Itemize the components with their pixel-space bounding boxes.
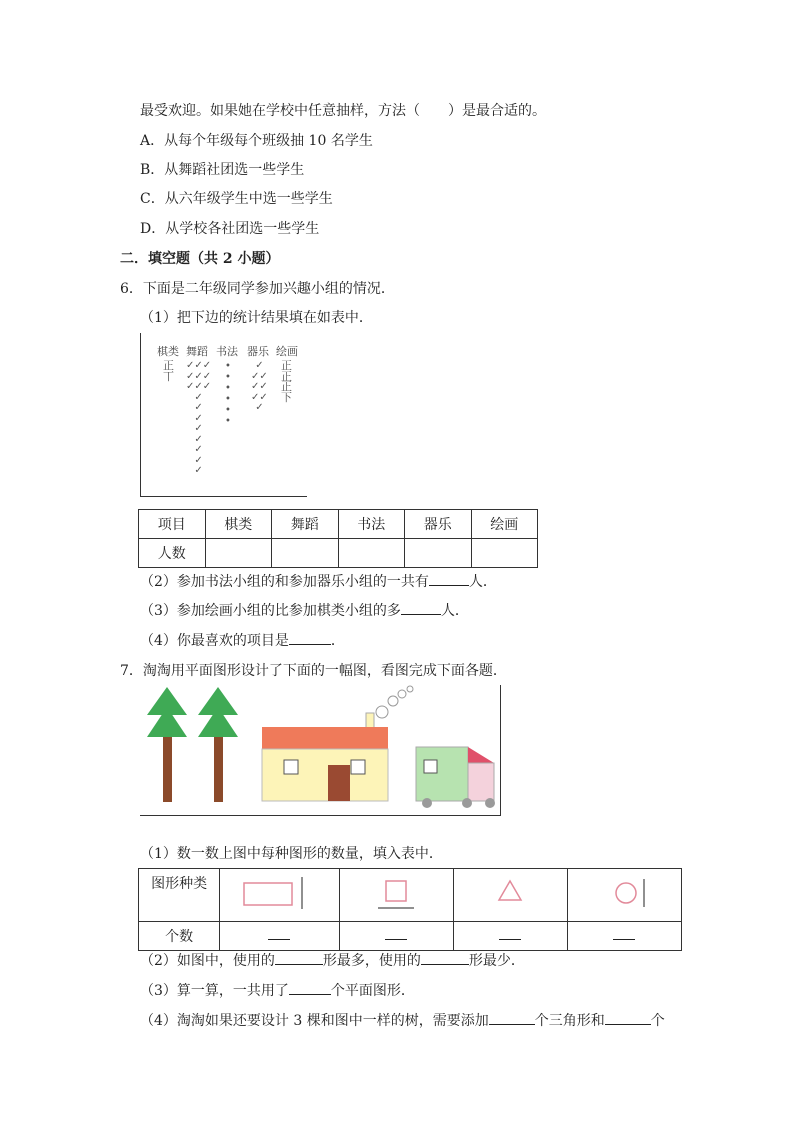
- q5-option-a: A．从每个年级每个班级抽 10 名学生: [140, 133, 373, 149]
- q5-stem-line: 最受欢迎。如果她在学校中任意抽样，方法（ ）是最合适的。: [140, 103, 546, 119]
- answer-blank[interactable]: [401, 600, 441, 615]
- q7-sub4-text-end: 个: [650, 1013, 665, 1029]
- smoke-circle-icon: [398, 690, 406, 698]
- truck-front-rectangle: [468, 763, 494, 801]
- q7-sub2-text: （2）如图中，使用的: [140, 953, 275, 969]
- table-shape-rectangle-cell: [220, 869, 339, 922]
- circle-shape-icon: [584, 873, 664, 913]
- table-row-label-count: 人数: [139, 539, 206, 568]
- tally-calligraphy-marks: • • • • • •: [225, 361, 231, 427]
- answer-cell-calligraphy[interactable]: [338, 539, 405, 568]
- wheel-circle-icon: [462, 798, 472, 808]
- table-shape-circle-cell: [567, 869, 681, 922]
- answer-cell-triangle[interactable]: [453, 922, 567, 951]
- triangle-shape-icon: [470, 873, 550, 913]
- q7-sub4-text-mid: 个三角形和: [534, 1013, 605, 1029]
- answer-blank[interactable]: [289, 980, 331, 995]
- window-square-icon: [284, 760, 298, 774]
- rectangle-shape-icon: [234, 873, 324, 913]
- q7-stem: 7．淘淘用平面图形设计了下面的一幅图，看图完成下面各题．: [120, 663, 507, 679]
- table-header-dance: 舞蹈: [272, 510, 339, 539]
- q7-sub3-text-end: 个平面图形．: [330, 983, 415, 999]
- table-header-item: 项目: [139, 510, 206, 539]
- q6-sub1: （1）把下边的统计结果填在如表中．: [140, 310, 373, 326]
- answer-blank[interactable]: [275, 950, 323, 965]
- q7-sub2-text-mid: 形最多，使用的: [322, 953, 421, 969]
- truck-body-square: [416, 747, 468, 801]
- square-shape-icon: [356, 873, 436, 913]
- chimney-rectangle: [366, 713, 374, 729]
- table-shape-triangle-cell: [453, 869, 567, 922]
- q5-option-c: C．从六年级学生中选一些学生: [140, 191, 333, 207]
- tally-dance-marks: ✓✓✓ ✓✓✓ ✓✓✓ ✓ ✓ ✓ ✓ ✓ ✓ ✓ ✓: [186, 360, 212, 476]
- q6-sub3-unit: 人．: [440, 603, 469, 619]
- q6-sub2-text: （2）参加书法小组的和参加器乐小组的一共有: [140, 574, 429, 590]
- q7-shape-count-table: [138, 868, 682, 951]
- q6-sub4-end: ．: [330, 633, 345, 649]
- answer-blank[interactable]: [605, 1010, 651, 1025]
- table-header-shape-type: 图形种类: [139, 869, 220, 922]
- q6-sub4: [140, 630, 345, 650]
- answer-cell-square[interactable]: [339, 922, 453, 951]
- q5-option-b: B．从舞蹈社团选一些学生: [140, 162, 305, 178]
- q6-sub4-text: （4）你最喜欢的项目是: [140, 633, 289, 649]
- tree-trunk-rectangle: [163, 737, 172, 802]
- q7-sub3-text: （3）算一算，一共用了: [140, 983, 289, 999]
- q7-sub2: [140, 950, 525, 970]
- answer-cell-drawing[interactable]: [471, 539, 538, 568]
- answer-blank[interactable]: [489, 1010, 535, 1025]
- wheel-circle-icon: [485, 798, 495, 808]
- answer-cell-circle[interactable]: [567, 922, 681, 951]
- answer-blank[interactable]: [421, 950, 469, 965]
- q7-sub1: （1）数一数上图中每种图形的数量，填入表中．: [140, 846, 443, 862]
- roof-rectangle: [262, 727, 388, 749]
- wheel-circle-icon: [422, 798, 432, 808]
- table-row-label-count: 个数: [139, 922, 220, 951]
- smoke-circle-icon: [376, 706, 388, 718]
- tree-trunk-rectangle: [214, 737, 223, 802]
- tally-header-dance: 舞蹈: [186, 345, 208, 358]
- shape-picture-svg: [140, 685, 500, 815]
- truck-front-triangle-icon: [468, 747, 494, 763]
- tally-header-chess: 棋类: [157, 345, 179, 358]
- section-title: 二．填空题（共 2 小题）: [120, 251, 280, 267]
- window-square-icon: [351, 760, 365, 774]
- q6-sub2: [140, 571, 497, 591]
- table-shape-square-cell: [339, 869, 453, 922]
- q7-sub3: [140, 980, 415, 1000]
- door-rectangle: [328, 765, 350, 801]
- table-header-drawing: 绘画: [471, 510, 538, 539]
- tally-chess-marks: 正 丅: [163, 359, 174, 383]
- house-wall-rectangle: [262, 749, 388, 801]
- q7-sub4: [140, 1010, 665, 1030]
- tally-drawing-marks: 正 正 正 下: [281, 359, 292, 404]
- smoke-circle-icon: [388, 696, 398, 706]
- table-header-music: 器乐: [405, 510, 472, 539]
- q5-option-d: D．从学校各社团选一些学生: [140, 221, 320, 237]
- q6-sub3-text: （3）参加绘画小组的比参加棋类小组的多: [140, 603, 401, 619]
- answer-blank[interactable]: [429, 571, 469, 586]
- tally-chart-image: [140, 333, 307, 497]
- smoke-circle-icon: [407, 686, 413, 692]
- tally-header-music: 器乐: [247, 345, 269, 358]
- table-header-calligraphy: 书法: [338, 510, 405, 539]
- tally-music-marks: ✓ ✓✓ ✓✓ ✓✓ ✓: [251, 360, 268, 413]
- shape-picture: [140, 685, 501, 816]
- answer-cell-rectangle[interactable]: [220, 922, 339, 951]
- q7-sub2-text-end: 形最少．: [468, 953, 525, 969]
- q7-sub4-text: （4）淘淘如果还要设计 3 棵和图中一样的树，需要添加: [140, 1013, 489, 1029]
- answer-cell-music[interactable]: [405, 539, 472, 568]
- q6-stem: 6．下面是二年级同学参加兴趣小组的情况．: [120, 281, 395, 297]
- q6-result-table: [138, 509, 538, 568]
- q6-sub2-unit: 人．: [468, 574, 497, 590]
- tally-header-calligraphy: 书法: [216, 345, 238, 358]
- tally-header-drawing: 绘画: [276, 345, 298, 358]
- answer-cell-chess[interactable]: [205, 539, 272, 568]
- answer-blank[interactable]: [289, 630, 331, 645]
- truck-window-square-icon: [424, 760, 437, 773]
- answer-cell-dance[interactable]: [272, 539, 339, 568]
- table-header-chess: 棋类: [205, 510, 272, 539]
- q6-sub3: [140, 600, 469, 620]
